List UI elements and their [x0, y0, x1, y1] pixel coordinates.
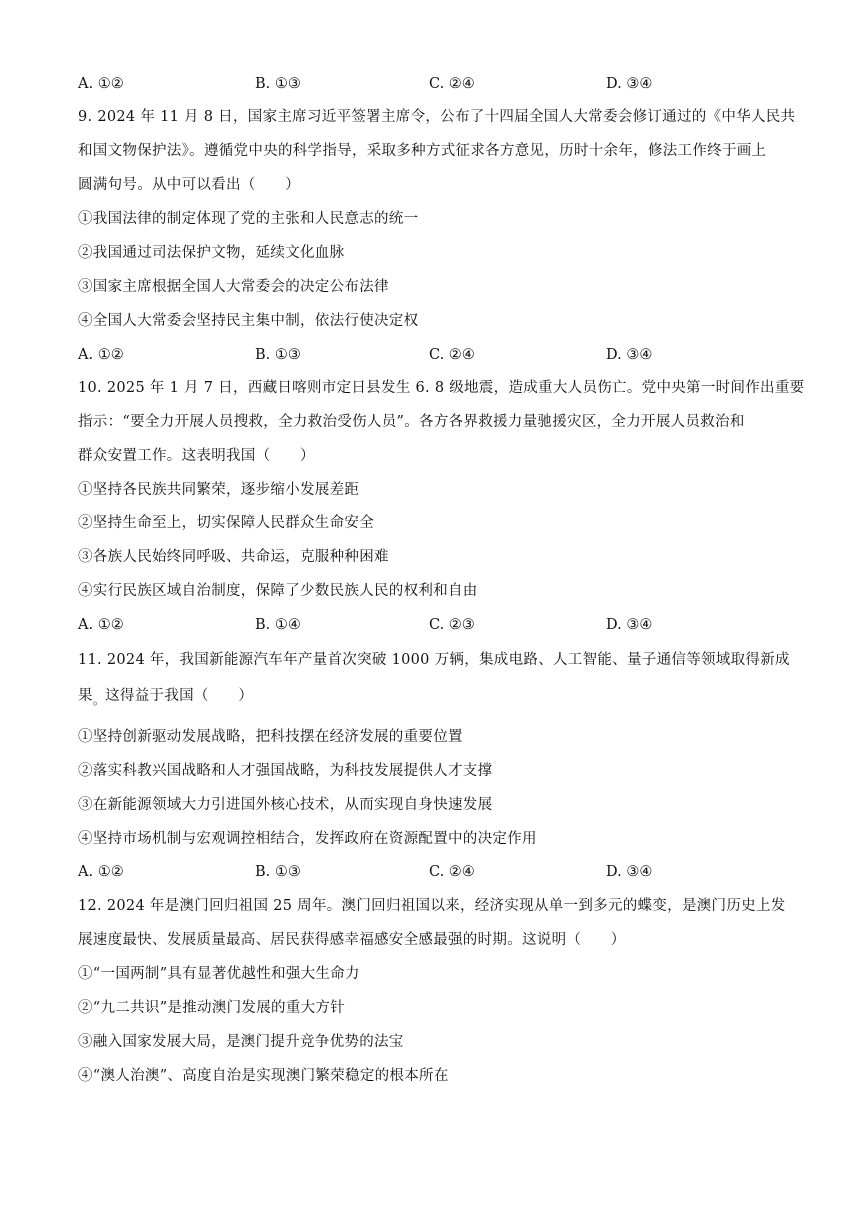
q11-stem-fragment: 果	[78, 688, 93, 704]
q11-option-a[interactable]: A. ①②	[78, 864, 124, 880]
q10-stem-line-3: 群众安置工作。这表明我国（ ）	[78, 448, 315, 464]
q8-option-d[interactable]: D. ③④	[606, 76, 653, 92]
q12-item-2: ②“九二共识”是推动澳门发展的重大方针	[78, 1000, 346, 1016]
q9-option-c[interactable]: C. ②④	[429, 347, 475, 363]
q11-stem-period: 。	[92, 693, 106, 707]
q10-stem-line-2: 指示：“要全力开展人员搜救，全力救治受伤人员”。各方各界救援力量驰援灾区，全力开展人员救治和	[78, 414, 745, 430]
q9-item-4: ④全国人大常委会坚持民主集中制，依法行使决定权	[78, 313, 419, 329]
q12-item-3: ③融入国家发展大局，是澳门提升竞争优势的法宝	[78, 1034, 404, 1050]
q9-item-1: ①我国法律的制定体现了党的主张和人民意志的统一	[78, 211, 419, 227]
q9-stem-line-3: 圆满句号。从中可以看出（ ）	[78, 177, 300, 193]
q11-stem-line-1: 11. 2024 年，我国新能源汽车年产量首次突破 1000 万辆，集成电路、人工智能、量子通信等领域取得新成	[78, 652, 790, 668]
q10-option-d[interactable]: D. ③④	[606, 617, 653, 633]
q10-item-3: ③各族人民始终同呼吸、共命运，克服种种困难	[78, 549, 389, 565]
q10-item-1: ①坚持各民族共同繁荣，逐步缩小发展差距	[78, 482, 360, 498]
q12-stem-line-1: 12. 2024 年是澳门回归祖国 25 周年。澳门回归祖国以来，经济实现从单一到多元的蝶变，是澳门历史上发	[78, 898, 786, 914]
q10-stem-line-1: 10. 2025 年 1 月 7 日，西藏日喀则市定日县发生 6. 8 级地震，造成重大人员伤亡。党中央第一时间作出重要	[78, 380, 805, 396]
q8-option-c[interactable]: C. ②④	[429, 76, 475, 92]
q11-item-4: ④坚持市场机制与宏观调控相结合，发挥政府在资源配置中的决定作用	[78, 831, 537, 847]
q11-stem-question: 这得益于我国（ ）	[105, 688, 254, 704]
q9-option-b[interactable]: B. ①③	[255, 347, 301, 363]
q11-option-b[interactable]: B. ①③	[255, 864, 301, 880]
q10-option-b[interactable]: B. ①④	[255, 617, 301, 633]
q8-option-a[interactable]: A. ①②	[78, 76, 124, 92]
q11-option-c[interactable]: C. ②④	[429, 864, 475, 880]
q9-options	[78, 345, 778, 365]
q12-stem-line-2: 展速度最快、发展质量最高、居民获得感幸福感安全感最强的时期。这说明（ ）	[78, 932, 626, 948]
q9-stem-line-1: 9. 2024 年 11 月 8 日，国家主席习近平签署主席令，公布了十四届全国人大常委会修订通过的《中华人民共	[78, 109, 796, 125]
q10-option-a[interactable]: A. ①②	[78, 617, 124, 633]
q9-item-2: ②我国通过司法保护文物，延续文化血脉	[78, 245, 345, 261]
q9-item-3: ③国家主席根据全国人大常委会的决定公布法律	[78, 279, 389, 295]
q12-item-1: ①“一国两制”具有显著优越性和强大生命力	[78, 966, 360, 982]
q8-option-b[interactable]: B. ①③	[255, 76, 301, 92]
q11-item-2: ②落实科教兴国战略和人才强国战略，为科技发展提供人才支撑	[78, 763, 493, 779]
q11-item-1: ①坚持创新驱动发展战略，把科技摆在经济发展的重要位置	[78, 729, 463, 745]
q9-option-a[interactable]: A. ①②	[78, 347, 124, 363]
q11-item-3: ③在新能源领域大力引进国外核心技术，从而实现自身快速发展	[78, 797, 493, 813]
q8-options	[78, 74, 778, 94]
q12-item-4: ④“澳人治澳”、高度自治是实现澳门繁荣稳定的根本所在	[78, 1068, 449, 1084]
q10-item-4: ④实行民族区域自治制度，保障了少数民族人民的权利和自由	[78, 583, 478, 599]
q9-option-d[interactable]: D. ③④	[606, 347, 653, 363]
q11-stem-line-2	[78, 686, 253, 710]
q10-item-2: ②坚持生命至上，切实保障人民群众生命安全	[78, 515, 374, 531]
q9-stem-line-2: 和国文物保护法》。遵循党中央的科学指导，采取多种方式征求各方意见，历时十余年，修法工作终于画上	[78, 143, 767, 159]
q10-option-c[interactable]: C. ②③	[429, 617, 475, 633]
q11-options	[78, 862, 778, 882]
q11-option-d[interactable]: D. ③④	[606, 864, 653, 880]
q10-options	[78, 615, 778, 635]
